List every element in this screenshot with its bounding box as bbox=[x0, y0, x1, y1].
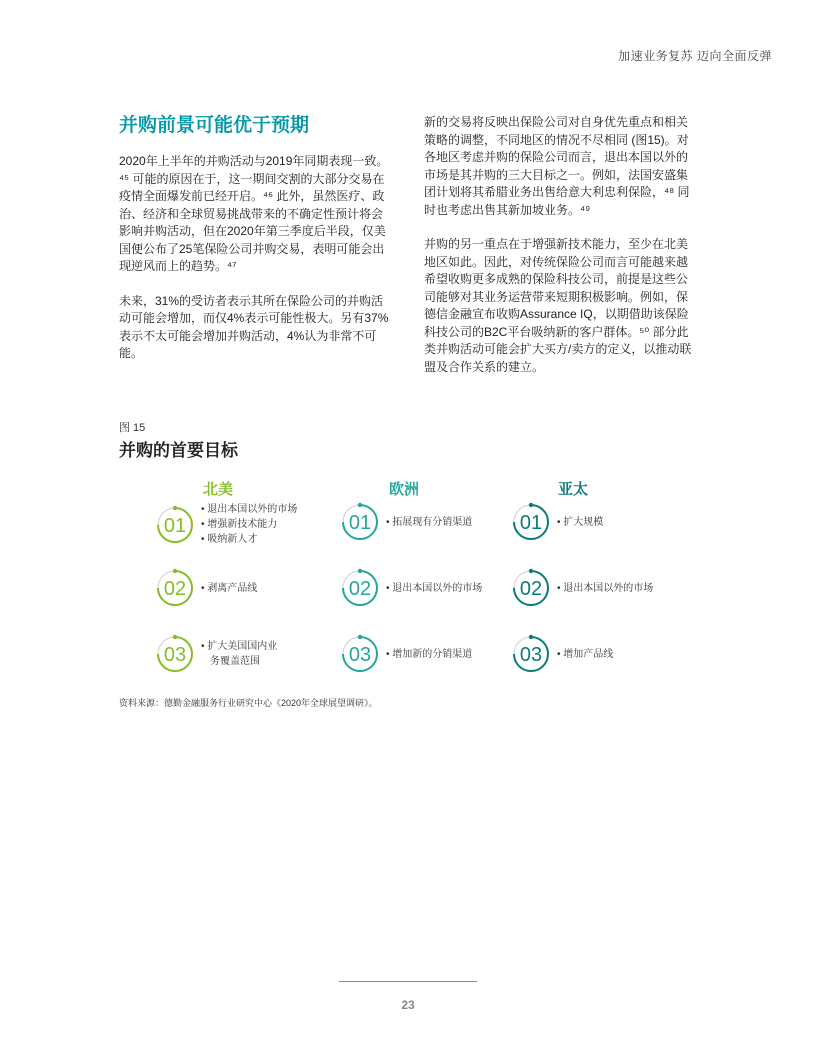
goal-bullet-line: • 增强新技术能力 bbox=[201, 519, 278, 530]
goal-item bbox=[155, 568, 257, 608]
goal-bullet-line: 务覆盖范围 bbox=[210, 656, 260, 667]
goal-bullets bbox=[557, 515, 603, 530]
goal-bullet-line: • 退出本国以外的市场 bbox=[386, 582, 483, 594]
region-title: 北美 bbox=[203, 481, 234, 498]
goal-number: 02 bbox=[348, 578, 372, 600]
goal-item bbox=[511, 568, 653, 608]
goal-number-ring bbox=[511, 634, 551, 674]
region-title: 欧洲 bbox=[389, 481, 420, 498]
goal-bullet-line: • 吸纳新人才 bbox=[201, 534, 258, 545]
page-number: 23 bbox=[401, 998, 415, 1012]
goal-item bbox=[340, 634, 472, 674]
paragraph: 未来，31%的受访者表示其所在保险公司的并购活动可能会增加，而仅4%表示可能性极大。另有37%表示不太可能会增加并购活动，4%认为非常不可能。 bbox=[119, 293, 389, 360]
right-column bbox=[424, 114, 696, 393]
goal-number: 01 bbox=[163, 514, 187, 537]
goal-number-ring bbox=[155, 568, 195, 608]
goal-bullets bbox=[201, 502, 297, 547]
goal-bullets bbox=[557, 647, 613, 662]
running-header: 加速业务复苏 迈向全面反弹 bbox=[618, 49, 772, 63]
goal-number-ring bbox=[340, 502, 380, 542]
goal-number: 03 bbox=[519, 644, 543, 666]
figure-title: 并购的首要目标 bbox=[119, 441, 238, 460]
goal-bullet-line: • 扩大美国国内业 bbox=[201, 641, 278, 652]
goal-number: 03 bbox=[348, 644, 372, 666]
paragraph: 并购的另一重点在于增强新技术能力，至少在北美地区如此。因此，对传统保险公司而言可能越来越希望收购更多成熟的保险科技公司，前提是这些公司能够对其业务运营带来短期积极影响。例如，保德信金融宣布收购Assurance IQ，以期借助该保险科技公司的B2C平台吸纳新的客户群体。⁵⁰ 部分此类并购活动可能会扩大买方/卖方的定义，以推动联盟及合作关系的建立。 bbox=[424, 237, 692, 374]
goal-number-ring bbox=[155, 505, 195, 545]
goal-item bbox=[340, 502, 472, 542]
goal-bullet-line: • 剥离产品线 bbox=[201, 582, 258, 594]
goal-number-ring bbox=[155, 634, 195, 674]
paragraph: 新的交易将反映出保险公司对自身优先重点和相关策略的调整，不同地区的情况不尽相同 (图15)。对各地区考虑并购的保险公司而言，退出本国以外的市场是其并购的三大目标之一。例如，法国安盛集团计划将其希腊业务出售给意大利忠利保险，⁴⁸ 同时也考虑出售其新加坡业务。⁴⁹ bbox=[424, 115, 690, 217]
goal-item bbox=[155, 634, 277, 674]
goal-bullets bbox=[557, 581, 653, 596]
goal-number: 03 bbox=[163, 644, 187, 666]
goal-number: 02 bbox=[519, 578, 543, 600]
goal-number-ring bbox=[340, 634, 380, 674]
paragraph: 2020年上半年的并购活动与2019年同期表现一致。⁴⁵ 可能的原因在于，这一期间交割的大部分交易在疫情全面爆发前已经开启。⁴⁶ 此外，虽然医疗、政治、经济和全球贸易挑战带来的不确定性预计将会影响并购活动，但在2020年第三季度后半段，仅美国便公布了25笔保险公司并购交易，表明可能会出现逆风而上的趋势。⁴⁷ bbox=[119, 154, 389, 273]
goal-number: 01 bbox=[519, 512, 543, 534]
goal-bullet-line: • 拓展现有分销渠道 bbox=[386, 516, 473, 528]
goal-bullets bbox=[201, 639, 277, 669]
footer-divider bbox=[339, 981, 477, 982]
figure-number: 图 15 bbox=[119, 422, 146, 434]
goal-number-ring bbox=[340, 568, 380, 608]
source-note: 资料来源：德勤金融服务行业研究中心《2020年全球展望调研》。 bbox=[119, 698, 378, 708]
goal-bullet-line: • 扩大规模 bbox=[557, 516, 604, 528]
goal-item bbox=[511, 502, 603, 542]
goal-number-ring bbox=[511, 502, 551, 542]
goal-number: 01 bbox=[348, 512, 372, 534]
goal-bullet-line: • 增加产品线 bbox=[557, 648, 614, 660]
goal-item bbox=[340, 568, 482, 608]
goal-bullet-line: • 退出本国以外的市场 bbox=[557, 582, 654, 594]
goal-bullet-line: • 退出本国以外的市场 bbox=[201, 504, 298, 515]
goal-bullets bbox=[201, 581, 257, 596]
goal-number-ring bbox=[511, 568, 551, 608]
left-column bbox=[119, 153, 394, 380]
goal-bullets bbox=[386, 515, 472, 530]
goal-bullets bbox=[386, 581, 482, 596]
section-title: 并购前景可能优于预期 bbox=[119, 115, 310, 136]
goal-bullets bbox=[386, 647, 472, 662]
goal-item bbox=[155, 502, 297, 547]
region-title: 亚太 bbox=[558, 481, 589, 498]
goal-bullet-line: • 增加新的分销渠道 bbox=[386, 648, 473, 660]
goal-item bbox=[511, 634, 613, 674]
goal-number: 02 bbox=[163, 578, 187, 600]
